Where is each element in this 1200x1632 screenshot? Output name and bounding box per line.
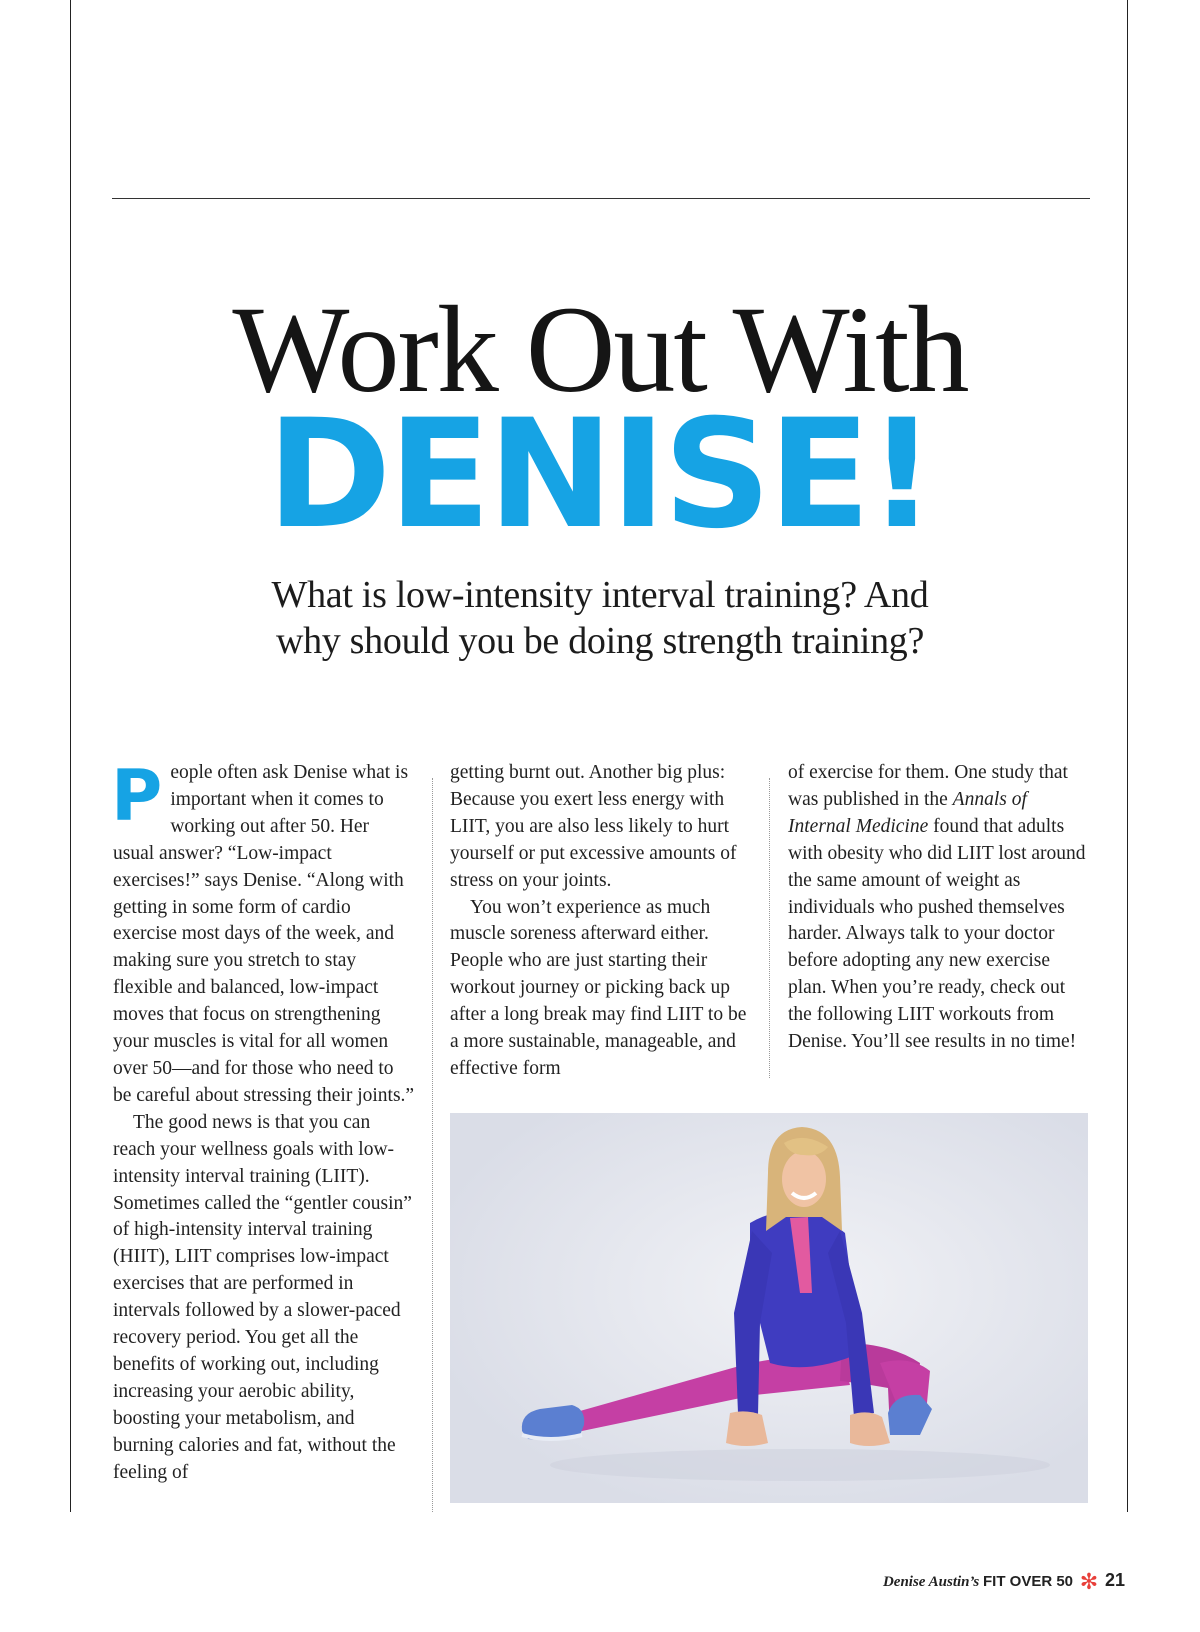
column-divider: [432, 778, 433, 1512]
paragraph-text: eople often ask Denise what is important when it comes to working out after 50. Her usual answer? “Low-impact exercises!” says Denise. “Along with getting in some form of cardio exercise most days of the week, and making sure you stretch to stay flexible and balanced, low-impact moves that focus on strengthening your muscles is vital for all women over 50—and for those who need to be careful about stressing their joints.”: [113, 762, 415, 1106]
journal-title: Annals of Internal Medicine: [788, 788, 1027, 837]
asterisk-icon: ✻: [1079, 1570, 1099, 1595]
page-footer: [883, 1570, 1125, 1593]
article-column-2: [450, 760, 752, 1083]
exercise-illustration: [450, 1113, 1088, 1503]
paragraph-text: found that adults with obesity who did LIIT lost around the same amount of weight as individuals who pushed themselves harder. Always talk to your doctor before adopting any new exercise plan. When you’re ready, check out the following LIIT workouts from Denise. You’ll see results in no time!: [788, 815, 1086, 1053]
article-column-1: [111, 755, 415, 1486]
paragraph-text: of exercise for them. One study that was published in the: [788, 762, 1068, 810]
header-divider: [112, 198, 1090, 199]
subheadline: [130, 572, 1070, 664]
column-divider: [769, 778, 770, 1078]
drop-cap: P: [111, 755, 163, 837]
footer-publication: FIT OVER 50: [983, 1573, 1074, 1590]
article-paragraph: [788, 760, 1090, 1056]
article-paragraph: The good news is that you can reach your wellness goals with low-intensity interval training (LIIT). Sometimes called the “gentler cousin” of high-intensity interval training (HIIT), LIIT comprises low-impact exercises that are performed in intervals followed by a slower-paced recovery period. You get all the benefits of working out, including increasing your aerobic ability, boosting your metabolism, and burning calories and fat, without the feeling of: [113, 1111, 412, 1483]
right-page-rule: [1127, 0, 1128, 1512]
headline-line-2: DENISE!: [266, 388, 934, 562]
article-photo: [450, 1113, 1088, 1503]
footer-brand: Denise Austin’s: [882, 1574, 980, 1590]
article-paragraph: getting burnt out. Another big plus: Because you exert less energy with LIIT, you are also less likely to hurt yourself or put excessive amounts of stress on your joints.: [450, 762, 737, 891]
page-number: 21: [1104, 1570, 1125, 1590]
article-paragraph: [111, 755, 415, 1110]
article-paragraph: You won’t experience as much muscle soreness afterward either. People who are just starting their workout journey or picking back up after a long break may find LIIT to be a more sustainable, manageable, and effective form: [450, 896, 747, 1079]
article-column-3: [788, 760, 1090, 1056]
left-page-rule: [70, 0, 71, 1512]
headline-line-1: Work Out With: [232, 281, 968, 418]
subheadline-line-2: why should you be doing strength training?: [275, 620, 925, 662]
subheadline-line-1: What is low-intensity interval training? And: [271, 574, 929, 616]
